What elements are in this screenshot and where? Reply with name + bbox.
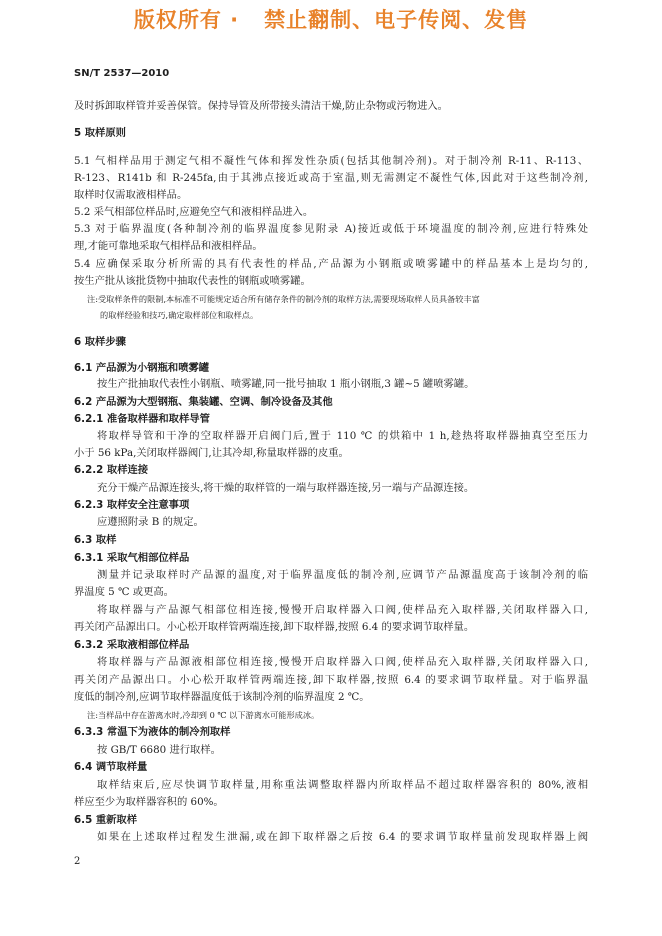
paragraph-line: 测量并记录取样时产品源的温度,对于临界温度低的制冷剂,应调节产品源温度高于该制冷剂的临 (97, 569, 588, 581)
document-number: SN/T 2537—2010 (74, 68, 170, 79)
paragraph-line: 按生产批抽取代表性小钢瓶、喷雾罐,同一批号抽取 1 瓶小钢瓶,3 罐~5 罐喷雾罐。 (97, 378, 475, 390)
paragraph-line: 理,才能可靠地采取气相样品和液相样品。 (74, 240, 263, 252)
paragraph-line: 及时拆卸取样管并妥善保管。保持导管及所带接头清洁干燥,防止杂物或污物进入。 (74, 100, 448, 112)
clause-heading-6-2: 6.2 产品源为大型钢瓶、集装罐、空调、制冷设备及其他 (74, 396, 333, 408)
clause-5-1: 5.1 气相样品用于测定气相不凝性气体和挥发性杂质(包括其他制冷剂)。对于制冷剂 R-11、R-113、 (74, 155, 588, 167)
paragraph-line: 取样时仅需取液相样品。 (74, 189, 188, 201)
paragraph-line: 样应至少为取样器容积的 60%。 (74, 796, 224, 808)
paragraph-line: 应遵照附录 B 的规定。 (97, 516, 204, 528)
clause-heading-6-3: 6.3 取样 (74, 534, 117, 546)
clause-heading-6-3-3: 6.3.3 常温下为液体的制冷剂取样 (74, 726, 231, 738)
paragraph-line: 如果在上述取样过程发生泄漏,或在卸下取样器之后按 6.4 的要求调节取样量前发现取样器上阀 (97, 831, 588, 843)
paragraph-line: 小于 56 kPa,关闭取样器阀门,让其冷却,称量取样器的皮重。 (74, 447, 349, 459)
paragraph-line: 按生产批从该批货物中抽取代表性的钢瓶或喷雾罐。 (74, 275, 311, 287)
paragraph-line: 再关闭产品源出口。小心松开取样管两端连接,卸下取样器,按照 6.4 的要求调节取样量。 (74, 621, 475, 633)
clause-heading-6-2-1: 6.2.1 准备取样器和取样导管 (74, 413, 210, 425)
clause-heading-6-3-2: 6.3.2 采取液相部位样品 (74, 639, 190, 651)
paragraph-line: 充分干燥产品源连接头,将干燥的取样管的一端与取样器连接,另一端与产品源连接。 (97, 482, 475, 494)
section-heading-5: 5 取样原则 (74, 127, 126, 139)
clause-heading-6-3-1: 6.3.1 采取气相部位样品 (74, 552, 190, 564)
clause-heading-6-2-2: 6.2.2 取样连接 (74, 464, 149, 476)
paragraph-line: 按 GB/T 6680 进行取样。 (97, 744, 221, 756)
paragraph-line: 再关闭产品源出口。小心松开取样管两端连接,卸下取样器,按照 6.4 的要求调节取样量。对于临界温 (74, 674, 588, 686)
clause-5-3: 5.3 对于临界温度(各种制冷剂的临界温度参见附录 A)接近或低于环境温度的制冷剂,应进行特殊处 (74, 223, 588, 235)
paragraph-line: 将取样导管和干净的空取样器开启阀门后,置于 110 ℃ 的烘箱中 1 h,趁热将取样器抽真空至压力 (97, 430, 588, 442)
note-line: 注:当样品中存在游离水时,冷却到 0 ℃ 以下游离水可能形成冰。 (87, 710, 320, 720)
clause-heading-6-1: 6.1 产品源为小钢瓶和喷雾罐 (74, 362, 210, 374)
clause-heading-6-2-3: 6.2.3 取样安全注意事项 (74, 499, 190, 511)
paragraph-line: R-123、R141b 和 R-245fa,由于其沸点接近或高于室温,则无需测定不凝性气体,因此对于这些制冷剂, (74, 172, 588, 184)
clause-heading-6-5: 6.5 重新取样 (74, 814, 138, 826)
note-line: 的取样经验和技巧,确定取样部位和取样点。 (100, 310, 259, 320)
paragraph-line: 将取样器与产品源液相部位相连接,慢慢开启取样器入口阀,使样品充入取样器,关闭取样器入口, (97, 656, 588, 668)
clause-5-2: 5.2 采气相部位样品时,应避免空气和液相样品进入。 (74, 206, 314, 218)
clause-5-4: 5.4 应确保采取分析所需的具有代表性的样品,产品源为小钢瓶或喷雾罐中的样品基本上是均匀的, (74, 258, 588, 270)
page-number: 2 (74, 856, 81, 867)
section-heading-6: 6 取样步骤 (74, 336, 126, 348)
copyright-watermark: 版权所有 · 禁止翻制、电子传阅、发售 (133, 8, 529, 32)
paragraph-line: 将取样器与产品源气相部位相连接,慢慢开启取样器入口阀,使样品充入取样器,关闭取样器入口, (97, 604, 588, 616)
paragraph-line: 度低的制冷剂,应调节取样器温度低于该制冷剂的临界温度 2 ℃。 (74, 691, 370, 703)
paragraph-line: 取样结束后,应尽快调节取样量,用称重法调整取样器内所取样品不超过取样器容积的 80%,液相 (97, 779, 588, 791)
clause-heading-6-4: 6.4 调节取样量 (74, 761, 148, 773)
note-line: 注:受取样条件的限制,本标准不可能规定适合所有储存条件的制冷剂的取样方法,需要现场取样人员具备较丰富 (87, 294, 480, 304)
paragraph-line: 界温度 5 ℃ 或更高。 (74, 586, 174, 598)
